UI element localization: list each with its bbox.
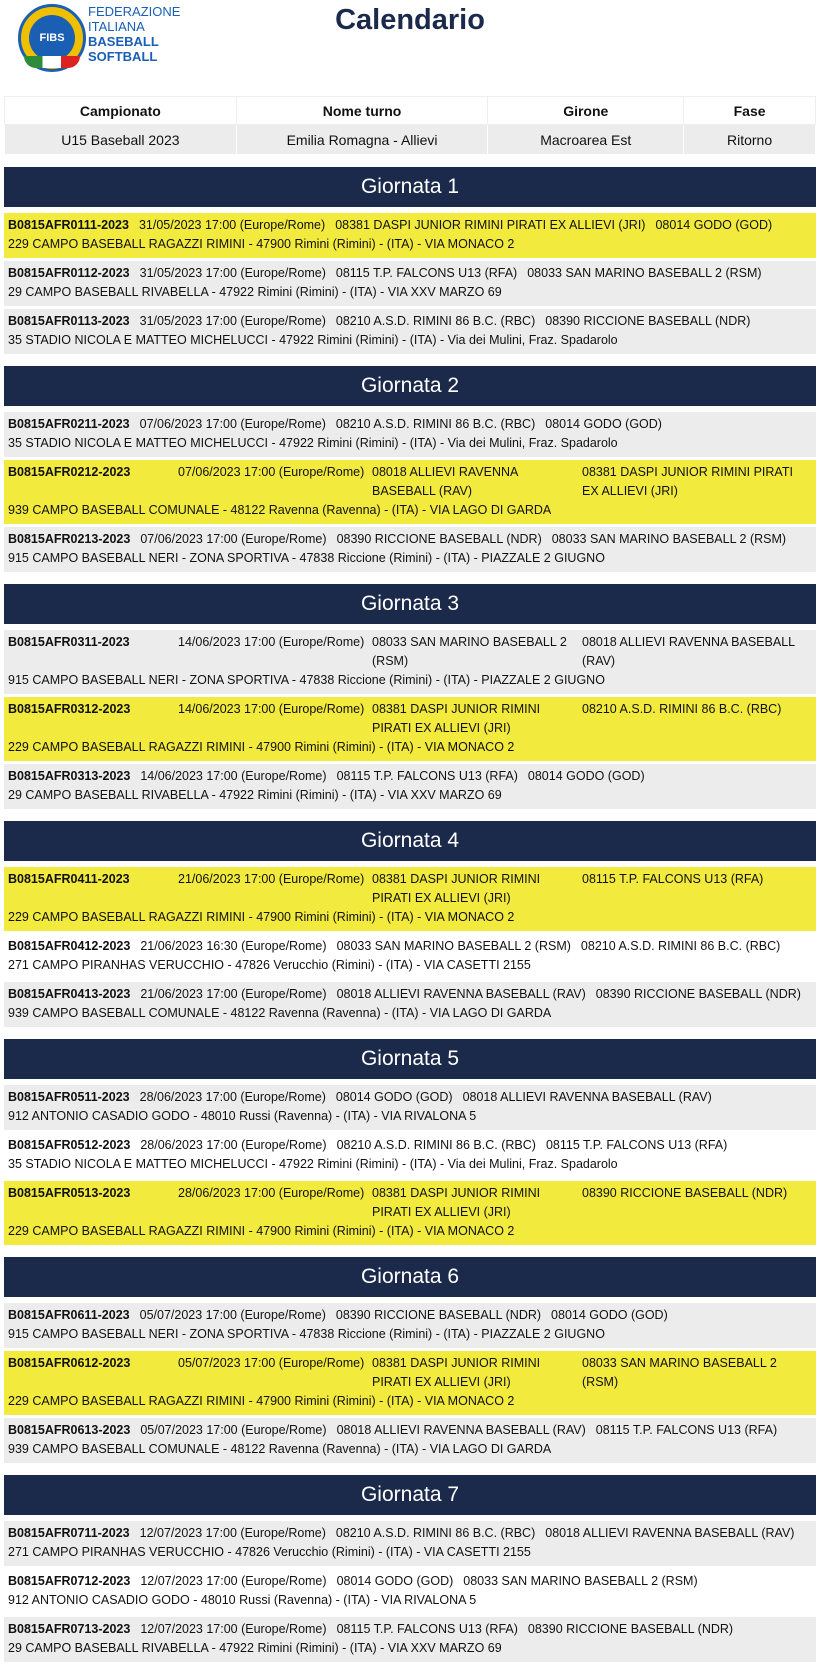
match-row bbox=[4, 1133, 816, 1178]
match-home-team: 08018 ALLIEVI RAVENNA BASEBALL (RAV) bbox=[372, 465, 518, 498]
round-title: Giornata 4 bbox=[4, 821, 816, 861]
info-header-championship: Campionato bbox=[5, 97, 237, 125]
match-line bbox=[8, 530, 812, 549]
match-row bbox=[4, 934, 816, 979]
match-away-team: 08018 ALLIEVI RAVENNA BASEBALL (RAV) bbox=[462, 1090, 712, 1104]
info-value-phase: Ritorno bbox=[684, 125, 816, 155]
info-header-phase: Fase bbox=[684, 97, 816, 125]
info-value-round-name: Emilia Romagna - Allievi bbox=[236, 125, 488, 155]
match-datetime: 14/06/2023 17:00 (Europe/Rome) bbox=[178, 635, 365, 649]
match-away-team: 08381 DASPI JUNIOR RIMINI PIRATI EX ALLIEVI (JRI) bbox=[582, 465, 793, 498]
match-venue: 939 CAMPO BASEBALL COMUNALE - 48122 Ravenna (Ravenna) - (ITA) - VIA LAGO DI GARDA bbox=[8, 503, 552, 517]
match-code: B0815AFR0511-2023 bbox=[8, 1090, 130, 1104]
match-home-team: 08018 ALLIEVI RAVENNA BASEBALL (RAV) bbox=[336, 1423, 586, 1437]
logo-line-3: BASEBALL bbox=[88, 34, 159, 49]
match-line bbox=[8, 1354, 812, 1392]
round-section bbox=[4, 167, 816, 354]
match-line bbox=[8, 1306, 812, 1325]
match-away-team: 08014 GODO (GOD) bbox=[655, 218, 773, 232]
match-line bbox=[8, 463, 812, 501]
match-home-team: 08033 SAN MARINO BASEBALL 2 (RSM) bbox=[336, 939, 571, 953]
match-datetime: 21/06/2023 17:00 (Europe/Rome) bbox=[140, 987, 327, 1001]
match-venue: 229 CAMPO BASEBALL RAGAZZI RIMINI - 47900 Rimini (Rimini) - (ITA) - VIA MONACO 2 bbox=[8, 910, 515, 924]
match-code: B0815AFR0312-2023 bbox=[8, 702, 131, 716]
match-datetime: 28/06/2023 17:00 (Europe/Rome) bbox=[178, 1186, 365, 1200]
match-row bbox=[4, 697, 816, 761]
match-row bbox=[4, 630, 816, 694]
round-section bbox=[4, 366, 816, 572]
match-line bbox=[8, 937, 812, 956]
match-datetime: 07/06/2023 17:00 (Europe/Rome) bbox=[140, 532, 327, 546]
match-datetime: 07/06/2023 17:00 (Europe/Rome) bbox=[139, 417, 326, 431]
match-venue: 912 ANTONIO CASADIO GODO - 48010 Russi (Ravenna) - (ITA) - VIA RIVALONA 5 bbox=[8, 1109, 477, 1123]
match-row bbox=[4, 527, 816, 572]
match-venue: 271 CAMPO PIRANHAS VERUCCHIO - 47826 Verucchio (Rimini) - (ITA) - VIA CASETTI 2155 bbox=[8, 958, 531, 972]
match-line bbox=[8, 1088, 812, 1107]
match-code: B0815AFR0213-2023 bbox=[8, 532, 131, 546]
match-datetime: 05/07/2023 17:00 (Europe/Rome) bbox=[140, 1423, 327, 1437]
match-code: B0815AFR0313-2023 bbox=[8, 769, 131, 783]
match-code: B0815AFR0512-2023 bbox=[8, 1138, 131, 1152]
match-row bbox=[4, 867, 816, 931]
match-code: B0815AFR0211-2023 bbox=[8, 417, 130, 431]
match-away-team: 08210 A.S.D. RIMINI 86 B.C. (RBC) bbox=[580, 939, 781, 953]
match-row bbox=[4, 1181, 816, 1245]
match-datetime: 12/07/2023 17:00 (Europe/Rome) bbox=[140, 1622, 327, 1636]
match-venue: 29 CAMPO BASEBALL RIVABELLA - 47922 Rimini (Rimini) - (ITA) - VIA XXV MARZO 69 bbox=[8, 285, 502, 299]
match-away-team: 08014 GODO (GOD) bbox=[545, 417, 662, 431]
match-venue: 939 CAMPO BASEBALL COMUNALE - 48122 Ravenna (Ravenna) - (ITA) - VIA LAGO DI GARDA bbox=[8, 1006, 552, 1020]
info-header-round-name: Nome turno bbox=[236, 97, 488, 125]
match-code: B0815AFR0113-2023 bbox=[8, 314, 130, 328]
match-code: B0815AFR0513-2023 bbox=[8, 1186, 131, 1200]
match-line bbox=[8, 633, 812, 671]
round-section bbox=[4, 1039, 816, 1245]
round-section bbox=[4, 584, 816, 809]
match-venue: 35 STADIO NICOLA E MATTEO MICHELUCCI - 47922 Rimini (Rimini) - (ITA) - Via dei Mulini, Fraz. Spadarolo bbox=[8, 436, 618, 450]
match-line bbox=[8, 216, 812, 235]
match-datetime: 05/07/2023 17:00 (Europe/Rome) bbox=[178, 1356, 365, 1370]
match-away-team: 08033 SAN MARINO BASEBALL 2 (RSM) bbox=[582, 1356, 777, 1389]
match-away-team: 08033 SAN MARINO BASEBALL 2 (RSM) bbox=[463, 1574, 698, 1588]
match-row bbox=[4, 764, 816, 809]
page-header bbox=[0, 0, 820, 84]
match-venue: 29 CAMPO BASEBALL RIVABELLA - 47922 Rimini (Rimini) - (ITA) - VIA XXV MARZO 69 bbox=[8, 788, 502, 802]
match-home-team: 08381 DASPI JUNIOR RIMINI PIRATI EX ALLIEVI (JRI) bbox=[372, 872, 541, 905]
match-row bbox=[4, 309, 816, 354]
match-row bbox=[4, 1351, 816, 1415]
info-header-row bbox=[5, 97, 816, 125]
match-away-team: 08210 A.S.D. RIMINI 86 B.C. (RBC) bbox=[582, 702, 782, 716]
match-code: B0815AFR0611-2023 bbox=[8, 1308, 130, 1322]
match-line bbox=[8, 1184, 812, 1222]
match-venue: 35 STADIO NICOLA E MATTEO MICHELUCCI - 47922 Rimini (Rimini) - (ITA) - Via dei Mulini, Fraz. Spadarolo bbox=[8, 1157, 618, 1171]
match-datetime: 12/07/2023 17:00 (Europe/Rome) bbox=[140, 1574, 327, 1588]
logo-badge: FIBS bbox=[29, 15, 75, 61]
match-code: B0815AFR0111-2023 bbox=[8, 218, 129, 232]
match-code: B0815AFR0712-2023 bbox=[8, 1574, 131, 1588]
match-row bbox=[4, 1085, 816, 1130]
match-away-team: 08390 RICCIONE BASEBALL (NDR) bbox=[595, 987, 801, 1001]
match-line bbox=[8, 1572, 812, 1591]
match-code: B0815AFR0413-2023 bbox=[8, 987, 131, 1001]
match-row bbox=[4, 261, 816, 306]
match-row bbox=[4, 1303, 816, 1348]
rounds-container bbox=[0, 167, 820, 1662]
match-venue: 915 CAMPO BASEBALL NERI - ZONA SPORTIVA - 47838 Riccione (Rimini) - (ITA) - PIAZZALE 2 GIUGNO bbox=[8, 673, 605, 687]
match-away-team: 08033 SAN MARINO BASEBALL 2 (RSM) bbox=[527, 266, 762, 280]
match-venue: 939 CAMPO BASEBALL COMUNALE - 48122 Ravenna (Ravenna) - (ITA) - VIA LAGO DI GARDA bbox=[8, 1442, 552, 1456]
logo-tricolor bbox=[24, 56, 80, 68]
match-away-team: 08390 RICCIONE BASEBALL (NDR) bbox=[582, 1186, 788, 1200]
match-home-team: 08014 GODO (GOD) bbox=[335, 1090, 453, 1104]
match-line bbox=[8, 767, 812, 786]
match-datetime: 21/06/2023 17:00 (Europe/Rome) bbox=[178, 872, 365, 886]
match-venue: 229 CAMPO BASEBALL RAGAZZI RIMINI - 47900 Rimini (Rimini) - (ITA) - VIA MONACO 2 bbox=[8, 740, 515, 754]
match-datetime: 12/07/2023 17:00 (Europe/Rome) bbox=[139, 1526, 326, 1540]
match-datetime: 31/05/2023 17:00 (Europe/Rome) bbox=[138, 218, 326, 232]
match-venue: 915 CAMPO BASEBALL NERI - ZONA SPORTIVA - 47838 Riccione (Rimini) - (ITA) - PIAZZALE 2 GIUGNO bbox=[8, 551, 605, 565]
match-datetime: 31/05/2023 17:00 (Europe/Rome) bbox=[139, 314, 326, 328]
championship-info-table bbox=[4, 96, 816, 155]
match-line bbox=[8, 1421, 812, 1440]
match-line bbox=[8, 870, 812, 908]
match-datetime: 28/06/2023 17:00 (Europe/Rome) bbox=[140, 1138, 327, 1152]
match-away-team: 08033 SAN MARINO BASEBALL 2 (RSM) bbox=[551, 532, 787, 546]
match-datetime: 07/06/2023 17:00 (Europe/Rome) bbox=[178, 465, 365, 479]
match-home-team: 08210 A.S.D. RIMINI 86 B.C. (RBC) bbox=[336, 1138, 536, 1152]
round-title: Giornata 5 bbox=[4, 1039, 816, 1079]
match-away-team: 08014 GODO (GOD) bbox=[551, 1308, 668, 1322]
match-home-team: 08115 T.P. FALCONS U13 (RFA) bbox=[335, 266, 518, 280]
logo-line-4: SOFTBALL bbox=[88, 49, 158, 64]
logo-line-1: FEDERAZIONE bbox=[88, 4, 181, 19]
match-code: B0815AFR0713-2023 bbox=[8, 1622, 131, 1636]
match-venue: 229 CAMPO BASEBALL RAGAZZI RIMINI - 47900 Rimini (Rimini) - (ITA) - VIA MONACO 2 bbox=[8, 1224, 515, 1238]
info-value-row bbox=[5, 125, 816, 155]
match-home-team: 08381 DASPI JUNIOR RIMINI PIRATI EX ALLIEVI (JRI) bbox=[372, 1356, 541, 1389]
match-line bbox=[8, 312, 812, 331]
match-home-team: 08210 A.S.D. RIMINI 86 B.C. (RBC) bbox=[335, 314, 536, 328]
match-away-team: 08115 T.P. FALCONS U13 (RFA) bbox=[595, 1423, 778, 1437]
match-row bbox=[4, 412, 816, 457]
match-venue: 915 CAMPO BASEBALL NERI - ZONA SPORTIVA - 47838 Riccione (Rimini) - (ITA) - PIAZZALE 2 GIUGNO bbox=[8, 1327, 605, 1341]
match-home-team: 08018 ALLIEVI RAVENNA BASEBALL (RAV) bbox=[336, 987, 586, 1001]
match-code: B0815AFR0112-2023 bbox=[8, 266, 130, 280]
match-row bbox=[4, 982, 816, 1027]
match-row bbox=[4, 460, 816, 524]
match-away-team: 08014 GODO (GOD) bbox=[527, 769, 645, 783]
round-section bbox=[4, 821, 816, 1027]
match-datetime: 21/06/2023 16:30 (Europe/Rome) bbox=[140, 939, 327, 953]
match-code: B0815AFR0212-2023 bbox=[8, 465, 131, 479]
round-title: Giornata 3 bbox=[4, 584, 816, 624]
match-line bbox=[8, 985, 812, 1004]
round-title: Giornata 2 bbox=[4, 366, 816, 406]
match-datetime: 05/07/2023 17:00 (Europe/Rome) bbox=[139, 1308, 326, 1322]
match-away-team: 08115 T.P. FALCONS U13 (RFA) bbox=[545, 1138, 728, 1152]
match-code: B0815AFR0412-2023 bbox=[8, 939, 131, 953]
match-home-team: 08210 A.S.D. RIMINI 86 B.C. (RBC) bbox=[335, 1526, 536, 1540]
match-row bbox=[4, 1521, 816, 1566]
match-code: B0815AFR0411-2023 bbox=[8, 872, 130, 886]
match-datetime: 14/06/2023 17:00 (Europe/Rome) bbox=[178, 702, 365, 716]
match-venue: 229 CAMPO BASEBALL RAGAZZI RIMINI - 47900 Rimini (Rimini) - (ITA) - VIA MONACO 2 bbox=[8, 237, 515, 251]
info-value-group: Macroarea Est bbox=[488, 125, 684, 155]
match-home-team: 08033 SAN MARINO BASEBALL 2 (RSM) bbox=[372, 635, 567, 668]
match-code: B0815AFR0612-2023 bbox=[8, 1356, 131, 1370]
match-venue: 229 CAMPO BASEBALL RAGAZZI RIMINI - 47900 Rimini (Rimini) - (ITA) - VIA MONACO 2 bbox=[8, 1394, 515, 1408]
match-home-team: 08381 DASPI JUNIOR RIMINI PIRATI EX ALLIEVI (JRI) bbox=[372, 702, 541, 735]
match-venue: 271 CAMPO PIRANHAS VERUCCHIO - 47826 Verucchio (Rimini) - (ITA) - VIA CASETTI 2155 bbox=[8, 1545, 531, 1559]
match-home-team: 08014 GODO (GOD) bbox=[336, 1574, 454, 1588]
match-home-team: 08115 T.P. FALCONS U13 (RFA) bbox=[336, 1622, 518, 1636]
match-venue: 29 CAMPO BASEBALL RIVABELLA - 47922 Rimini (Rimini) - (ITA) - VIA XXV MARZO 69 bbox=[8, 1641, 502, 1655]
match-code: B0815AFR0613-2023 bbox=[8, 1423, 131, 1437]
round-title: Giornata 7 bbox=[4, 1475, 816, 1515]
match-home-team: 08390 RICCIONE BASEBALL (NDR) bbox=[335, 1308, 542, 1322]
logo-line-2: ITALIANA bbox=[88, 19, 145, 34]
match-venue: 912 ANTONIO CASADIO GODO - 48010 Russi (Ravenna) - (ITA) - VIA RIVALONA 5 bbox=[8, 1593, 477, 1607]
match-line bbox=[8, 1524, 812, 1543]
match-line bbox=[8, 700, 812, 738]
match-datetime: 31/05/2023 17:00 (Europe/Rome) bbox=[139, 266, 326, 280]
page-title: Calendario bbox=[335, 4, 485, 36]
match-row bbox=[4, 1418, 816, 1463]
match-away-team: 08390 RICCIONE BASEBALL (NDR) bbox=[527, 1622, 734, 1636]
match-away-team: 08115 T.P. FALCONS U13 (RFA) bbox=[582, 872, 764, 886]
match-line bbox=[8, 1136, 812, 1155]
match-away-team: 08018 ALLIEVI RAVENNA BASEBALL (RAV) bbox=[545, 1526, 795, 1540]
info-value-championship: U15 Baseball 2023 bbox=[5, 125, 237, 155]
round-section bbox=[4, 1257, 816, 1463]
match-row bbox=[4, 1569, 816, 1614]
match-home-team: 08381 DASPI JUNIOR RIMINI PIRATI EX ALLIEVI (JRI) bbox=[335, 218, 646, 232]
round-title: Giornata 6 bbox=[4, 1257, 816, 1297]
match-home-team: 08390 RICCIONE BASEBALL (NDR) bbox=[336, 532, 542, 546]
round-title: Giornata 1 bbox=[4, 167, 816, 207]
match-row bbox=[4, 1617, 816, 1662]
match-home-team: 08381 DASPI JUNIOR RIMINI PIRATI EX ALLIEVI (JRI) bbox=[372, 1186, 541, 1219]
match-line bbox=[8, 415, 812, 434]
match-venue: 35 STADIO NICOLA E MATTEO MICHELUCCI - 47922 Rimini (Rimini) - (ITA) - Via dei Mulini, Fraz. Spadarolo bbox=[8, 333, 618, 347]
info-header-group: Girone bbox=[488, 97, 684, 125]
match-line bbox=[8, 264, 812, 283]
match-away-team: 08390 RICCIONE BASEBALL (NDR) bbox=[545, 314, 751, 328]
match-home-team: 08210 A.S.D. RIMINI 86 B.C. (RBC) bbox=[335, 417, 536, 431]
match-code: B0815AFR0711-2023 bbox=[8, 1526, 130, 1540]
match-away-team: 08018 ALLIEVI RAVENNA BASEBALL (RAV) bbox=[582, 635, 795, 668]
match-row bbox=[4, 213, 816, 258]
match-code: B0815AFR0311-2023 bbox=[8, 635, 130, 649]
match-line bbox=[8, 1620, 812, 1639]
round-section bbox=[4, 1475, 816, 1662]
match-datetime: 14/06/2023 17:00 (Europe/Rome) bbox=[140, 769, 327, 783]
match-home-team: 08115 T.P. FALCONS U13 (RFA) bbox=[336, 769, 518, 783]
match-datetime: 28/06/2023 17:00 (Europe/Rome) bbox=[139, 1090, 326, 1104]
